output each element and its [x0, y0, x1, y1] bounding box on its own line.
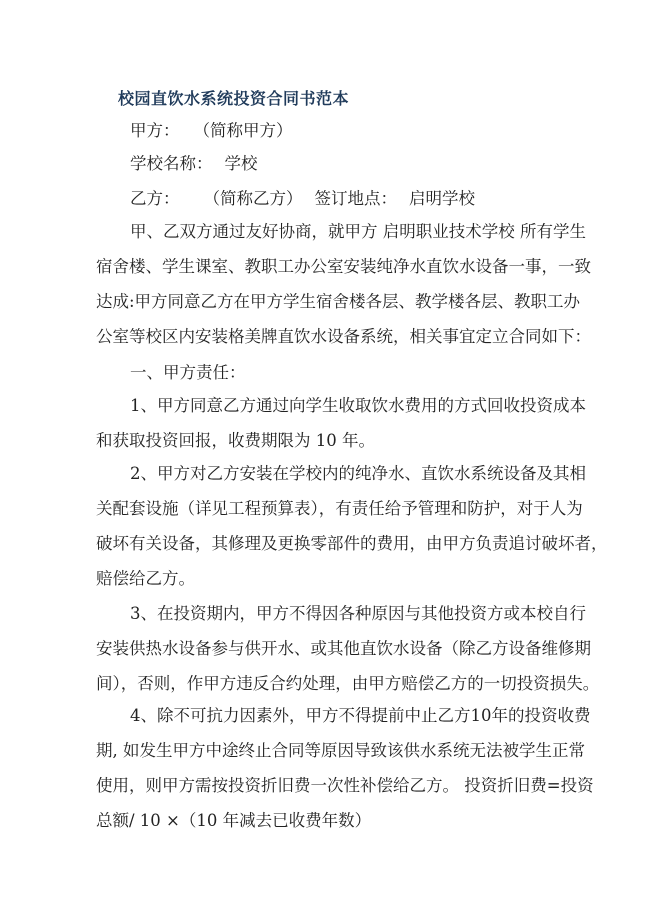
- clause-line: 赔偿给乙方。: [96, 569, 195, 588]
- party-a-line: [130, 121, 293, 141]
- section1-heading: 一、甲方责任：: [130, 363, 246, 382]
- clause-line: 2、甲方对乙方安装在学校内的纯净水、直饮水系统设备及其相: [130, 464, 586, 483]
- clause-line: 使用，则甲方需按投资折旧费一次性补偿给乙方。 投资折旧费=投资: [96, 776, 594, 795]
- intro-line: 宿舍楼、学生课室、教职工办公室安装纯净水直饮水设备一事，一致: [96, 257, 591, 276]
- intro-line: 达成:甲方同意乙方在甲方学生宿舍楼各层、教学楼各层、教职工办: [96, 292, 581, 311]
- clause-line: 安装供热水设备参与供开水、或其他直饮水设备（除乙方设备维修期: [96, 639, 591, 658]
- party-a-label: 甲方：: [130, 121, 180, 140]
- sign-location-value: 启明学校: [409, 189, 475, 208]
- party-b-label: 乙方：: [130, 189, 180, 208]
- section-heading: [96, 355, 574, 390]
- school-name-label: 学校名称：: [130, 154, 213, 173]
- intro-line: 公室等校区内安装格美牌直饮水设备系统，相关事宜定立合同如下：: [96, 327, 591, 346]
- intro-paragraph: [96, 214, 591, 354]
- party-b-line: [130, 189, 475, 209]
- clause-line: 关配套设施（详见工程预算表），有责任给予管理和防护，对于人为: [96, 499, 583, 518]
- clause-line: 3、在投资期内，甲方不得因各种原因与其他投资方或本校自行: [130, 604, 586, 623]
- clause-line: 4、除不可抗力因素外，甲方不得提前中止乙方10年的投资收费: [130, 706, 591, 725]
- school-name-value: 学校: [224, 154, 258, 173]
- clause-line: 间），否则，作甲方违反合约处理，由甲方赔偿乙方的一切投资损失。: [96, 674, 600, 693]
- clause-line: 总额/ 10 ×（10 年减去已收费年数）: [96, 811, 372, 830]
- party-a-value: （简称甲方）: [193, 121, 293, 140]
- clause-line: 和获取投资回报，收费期限为 10 年。: [96, 431, 375, 450]
- school-name-line: [130, 154, 258, 174]
- clause-line: 期, 如发生甲方中途终止合同等原因导致该供水系统无法被学生正常: [96, 741, 585, 760]
- clause-4: [96, 698, 594, 838]
- sign-location-label: 签订地点：: [314, 189, 397, 208]
- document-title: 校园直饮水系统投资合同书范本: [118, 89, 350, 108]
- intro-line: 甲、乙双方通过友好协商，就甲方 启明职业技术学校 所有学生: [130, 222, 586, 241]
- party-b-value: （简称乙方）: [203, 189, 303, 208]
- clause-3: [96, 596, 600, 701]
- clause-line: 破坏有关设备，其修理及更换零部件的费用，由甲方负责追讨破坏者，: [96, 534, 608, 553]
- clause-line: 1、甲方同意乙方通过向学生收取饮水费用的方式回收投资成本: [130, 396, 586, 415]
- clause-2: [96, 456, 608, 596]
- clause-1: [96, 388, 586, 458]
